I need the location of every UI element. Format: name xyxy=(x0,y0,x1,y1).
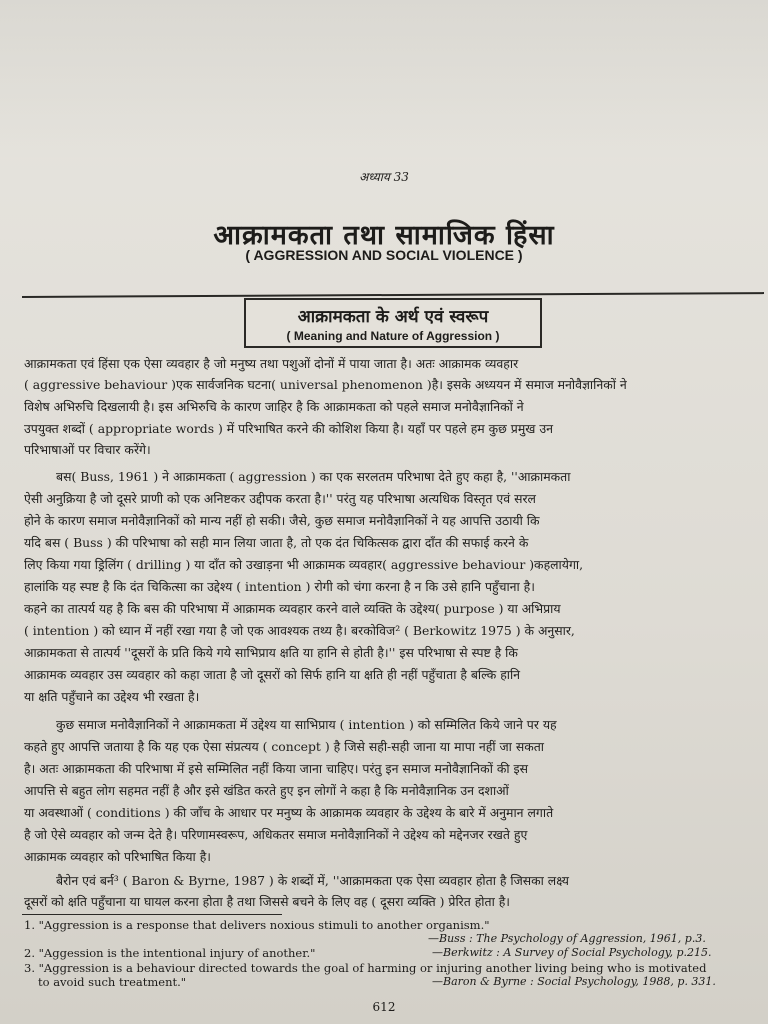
body-line: दूसरों को क्षति पहुँचाना या घायल करना होता है तथा जिससे बचने के लिए वह ( दूसरा व्यक्ति ) प्रेरित होता है। xyxy=(24,894,511,909)
body-line: या क्षति पहुँचाने का उद्देश्य भी रखता है। xyxy=(24,689,200,704)
body-line: विशेष अभिरुचि दिखलायी है। इस अभिरुचि के कारण जाहिर है कि आक्रामकता को पहले समाज मनोवैज्ञानिकों ने xyxy=(24,399,524,414)
body-line: है जो ऐसे व्यवहार को जन्म देते है। परिणामस्वरूप, अधिकतर समाज मनोवैज्ञानिकों ने उद्देश्य को मद्देनजर रखते हुए xyxy=(24,827,528,842)
body-line: ( intention ) को ध्यान में नहीं रखा गया है जो एक आवश्यक तथ्य है। बरकोविज² ( Berkowitz 1975 ) के अनुसार, xyxy=(24,623,575,638)
footnote-1-source: —Buss : The Psychology of Aggression, 1961, p.3. xyxy=(428,932,706,945)
footnote-3: 3. "Aggression is a behaviour directed towards the goal of harming or injuring another living being who is motivated xyxy=(24,961,707,975)
body-line: आक्रामक व्यवहार उस व्यवहार को कहा जाता है जो दूसरों को सिर्फ हानि या क्षति ही नहीं पहुँचाता है बल्कि हानि xyxy=(24,667,521,682)
page-number: 612 xyxy=(372,1000,396,1014)
section-heading: आक्रामकता के अर्थ एवं स्वरूप xyxy=(297,307,489,327)
body-line: है। अतः आक्रामकता की परिभाषा में इसे सम्मिलित नहीं किया जाना चाहिए। परंतु इन समाज मनोवैज्ञानिकों की इस xyxy=(24,761,528,776)
body-line: उपयुक्त शब्दों ( appropriate words ) में परिभाषित करने की कोशिश किया है। यहाँ पर पहले हम कुछ प्रमुख उन xyxy=(24,421,553,436)
body-line: ( aggressive behaviour )एक सार्वजनिक घटना( universal phenomenon )है। इसके अध्ययन में समाज मनोवैज्ञानिकों ने xyxy=(24,377,627,392)
body-line: बस( Buss, 1961 ) ने आक्रामकता ( aggression ) का एक सरलतम परिभाषा देते हुए कहा है, ''आक्रामकता xyxy=(56,469,571,484)
body-line: आक्रामकता एवं हिंसा एक ऐसा व्यवहार है जो मनुष्य तथा पशुओं दोनों में पाया जाता है। अतः आक्रामक व्यवहार xyxy=(24,356,519,371)
section-heading-box xyxy=(244,298,542,348)
body-line: ऐसी अनुक्रिया है जो दूसरे प्राणी को एक अनिष्टकर उद्दीपक करता है।'' परंतु यह परिभाषा अत्यधिक विस्तृत एवं सरल xyxy=(24,491,536,506)
body-line: कहने का तात्पर्य यह है कि बस की परिभाषा में आक्रामक व्यवहार करने वाले व्यक्ति के उद्देश्य( purpose ) या अभिप्राय xyxy=(24,601,561,616)
body-line: लिए किया गया ड्रिलिंग ( drilling ) या दाँत को उखाड़ना भी आक्रामक व्यवहार( aggressive behaviour )कहलायेगा, xyxy=(24,557,584,572)
faded-bleed-through xyxy=(0,0,768,160)
footnote-rule xyxy=(22,914,282,915)
footnote-2: 2. "Aggession is the intentional injury of another." xyxy=(24,946,316,960)
chapter-title-english: ( AGGRESSION AND SOCIAL VIOLENCE ) xyxy=(245,247,523,263)
body-line: कुछ समाज मनोवैज्ञानिकों ने आक्रामकता में उद्देश्य या साभिप्राय ( intention ) को सम्मिलित किये जाने पर यह xyxy=(56,717,557,732)
body-line: परिभाषाओं पर विचार करेंगे। xyxy=(24,442,151,457)
section-heading-english: ( Meaning and Nature of Aggression ) xyxy=(286,329,500,343)
body-line: हालांकि यह स्पष्ट है कि दंत चिकित्सा का उद्देश्य ( intention ) रोगी को चंगा करना है न कि उसे हानि पहुँचाना है। xyxy=(24,579,535,594)
body-line: आपत्ति से बहुत लोग सहमत नहीं है और इसे खंडित करते हुए इन लोगों ने कहा है कि मनोवैज्ञानिक उन दशाओं xyxy=(24,783,509,798)
chapter-title: आक्रामकता तथा सामाजिक हिंसा xyxy=(213,220,555,251)
footnote-1: 1. "Aggression is a response that delivers noxious stimuli to another organism." xyxy=(24,918,490,932)
body-line: होने के कारण समाज मनोवैज्ञानिकों को मान्य नहीं हो सकी। जैसे, कुछ समाज मनोवैज्ञानिकों ने यह आपत्ति उठायी कि xyxy=(24,513,540,528)
body-line: आक्रामकता से तात्पर्य ''दूसरों के प्रति किये गये साभिप्राय क्षति या हानि से होती है।'' इस परिभाषा से स्पष्ट है कि xyxy=(24,645,518,660)
footnote-3-source: —Baron & Byrne : Social Psychology, 1988, p. 331. xyxy=(432,975,716,988)
footnote-2-source: —Berkwitz : A Survey of Social Psychology, p.215. xyxy=(432,946,712,959)
body-line: यदि बस ( Buss ) की परिभाषा को सही मान लिया जाता है, तो एक दंत चिकित्सक द्वारा दाँत की सफाई करने के xyxy=(24,535,529,550)
body-line: बैरोन एवं बर्न³ ( Baron & Byrne, 1987 ) के शब्दों में, ''आक्रामकता एक ऐसा व्यवहार होता है जिसका लक्ष्य xyxy=(56,873,569,888)
body-line: आक्रामक व्यवहार को परिभाषित किया है। xyxy=(24,849,211,864)
footnote-3-cont: to avoid such treatment." xyxy=(38,975,187,989)
chapter-number: अध्याय 33 xyxy=(359,170,409,184)
body-line: कहते हुए आपत्ति जताया है कि यह एक ऐसा संप्रत्यय ( concept ) है जिसे सही-सही जाना या मापा नहीं जा सकता xyxy=(24,739,544,754)
body-line: या अवस्थाओं ( conditions ) की जाँच के आधार पर मनुष्य के आक्रामक व्यवहार के उद्देश्य के बारे में अनुमान लगाते xyxy=(24,805,554,820)
